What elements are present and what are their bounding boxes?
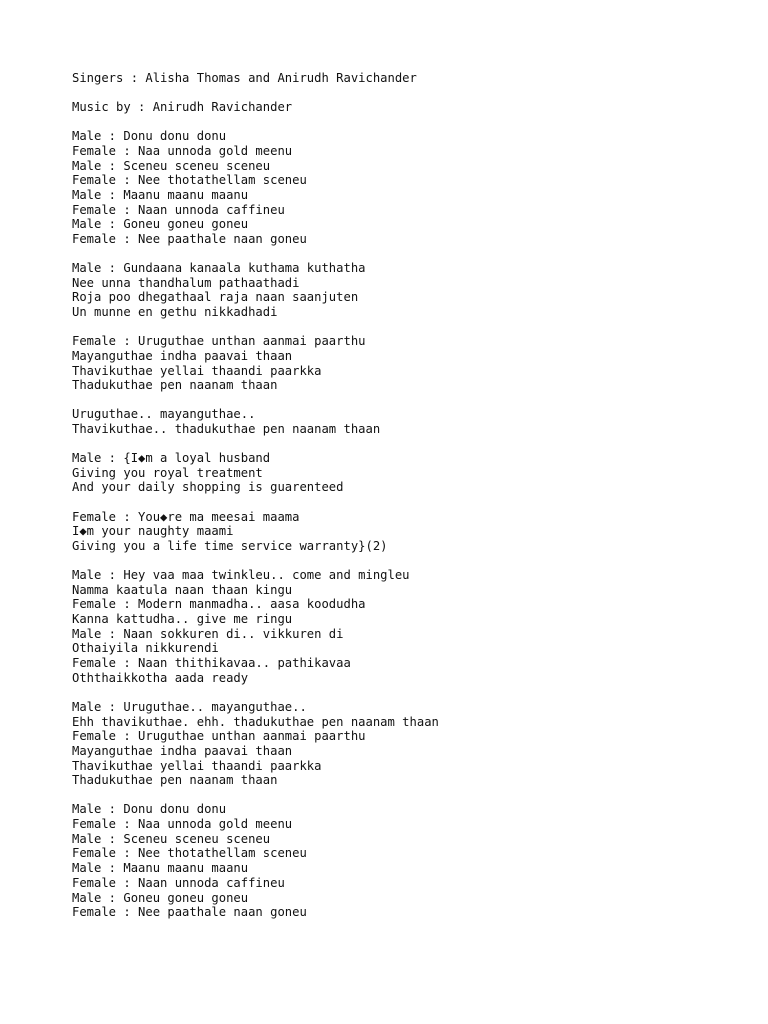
lyric-line: Nee unna thandhalum pathaathadi: [72, 275, 300, 290]
lyric-line: Thavikuthae.. thadukuthae pen naanam thaan: [72, 422, 381, 437]
lyric-line: Male : Donu donu donu: [72, 129, 227, 144]
stanza: [72, 700, 752, 788]
stanza-gap: [72, 393, 752, 407]
stanza: [72, 802, 752, 920]
singers-line: Singers : Alisha Thomas and Anirudh Ravichander: [72, 71, 417, 85]
stanza: [72, 334, 752, 393]
lyric-line: Male : Sceneu sceneu sceneu: [72, 158, 271, 173]
lyric-line: Mayanguthae indha paavai thaan: [72, 743, 293, 758]
lyrics-page: [72, 71, 752, 920]
lyric-line: Thadukuthae pen naanam thaan: [72, 378, 278, 393]
lyric-line: Thadukuthae pen naanam thaan: [72, 773, 278, 788]
stanza-gap: [72, 115, 752, 129]
lyric-line: Male : Hey vaa maa twinkleu.. come and mingleu: [72, 568, 410, 582]
stanza-gap: [72, 686, 752, 700]
lyric-line: Female : Modern manmadha.. aasa koodudha: [72, 597, 366, 612]
stanza: [72, 510, 752, 554]
lyric-line: Female : Nee paathale naan goneu: [72, 905, 307, 920]
lyric-line: Male : Goneu goneu goneu: [72, 890, 249, 905]
stanza: [72, 129, 752, 247]
stanza-gap: [72, 554, 752, 568]
stanza: [72, 261, 752, 320]
stanza: [72, 568, 752, 686]
lyric-line: Roja poo dhegathaal raja naan saanjuten: [72, 290, 359, 305]
stanza: [72, 407, 752, 436]
lyric-line: Female : Naa unnoda gold meenu: [72, 143, 293, 158]
stanza-gap: [72, 495, 752, 509]
lyric-line: Giving you a life time service warranty}(2): [72, 538, 388, 553]
lyric-line: Male : Maanu maanu maanu: [72, 187, 249, 202]
lyric-line: Male : Maanu maanu maanu: [72, 861, 249, 876]
lyric-line: Female : Naan unnoda caffineu: [72, 875, 285, 890]
music-by-line: Music by : Anirudh Ravichander: [72, 100, 293, 115]
lyric-line: Male : Uruguthae.. mayanguthae..: [72, 699, 307, 714]
lyric-line: Namma kaatula naan thaan kingu: [72, 582, 293, 597]
lyric-line: Thavikuthae yellai thaandi paarkka: [72, 758, 322, 773]
stanza-gap: [72, 788, 752, 802]
stanza: [72, 451, 752, 495]
lyric-line: Ehh thavikuthae. ehh. thadukuthae pen naanam thaan: [72, 714, 439, 729]
lyric-line: Female : Nee paathale naan goneu: [72, 231, 307, 246]
lyric-line: Thavikuthae yellai thaandi paarkka: [72, 363, 322, 378]
lyric-line: Female : Naan unnoda caffineu: [72, 202, 285, 217]
lyric-line: Female : You◆re ma meesai maama: [72, 509, 300, 524]
lyric-line: Uruguthae.. mayanguthae..: [72, 407, 256, 422]
lyric-line: Male : Donu donu donu: [72, 802, 227, 817]
stanza-gap: [72, 437, 752, 451]
lyric-line: Othaiyila nikkurendi: [72, 641, 219, 656]
lyric-line: Mayanguthae indha paavai thaan: [72, 348, 293, 363]
lyric-line: Female : Uruguthae unthan aanmai paarthu: [72, 729, 366, 744]
stanza-gap: [72, 247, 752, 261]
lyric-line: Kanna kattudha.. give me ringu: [72, 612, 293, 627]
lyric-line: I◆m your naughty maami: [72, 524, 234, 539]
lyric-line: Male : Naan sokkuren di.. vikkuren di: [72, 626, 344, 641]
stanza-gap: [72, 320, 752, 334]
lyric-line: Female : Nee thotathellam sceneu: [72, 173, 307, 188]
lyric-line: Male : Goneu goneu goneu: [72, 217, 249, 232]
spacer: [72, 86, 752, 100]
lyric-line: And your daily shopping is guarenteed: [72, 480, 344, 495]
lyric-line: Female : Uruguthae unthan aanmai paarthu: [72, 334, 366, 349]
lyric-line: Male : {I◆m a loyal husband: [72, 451, 271, 466]
lyric-line: Female : Naan thithikavaa.. pathikavaa: [72, 656, 351, 671]
lyric-line: Male : Gundaana kanaala kuthama kuthatha: [72, 261, 366, 276]
lyric-line: Giving you royal treatment: [72, 465, 263, 480]
lyric-line: Female : Nee thotathellam sceneu: [72, 846, 307, 861]
lyric-line: Female : Naa unnoda gold meenu: [72, 817, 293, 832]
lyric-line: Un munne en gethu nikkadhadi: [72, 305, 278, 320]
lyric-line: Oththaikkotha aada ready: [72, 670, 249, 685]
lyrics-body: [72, 115, 752, 920]
lyric-line: Male : Sceneu sceneu sceneu: [72, 831, 271, 846]
